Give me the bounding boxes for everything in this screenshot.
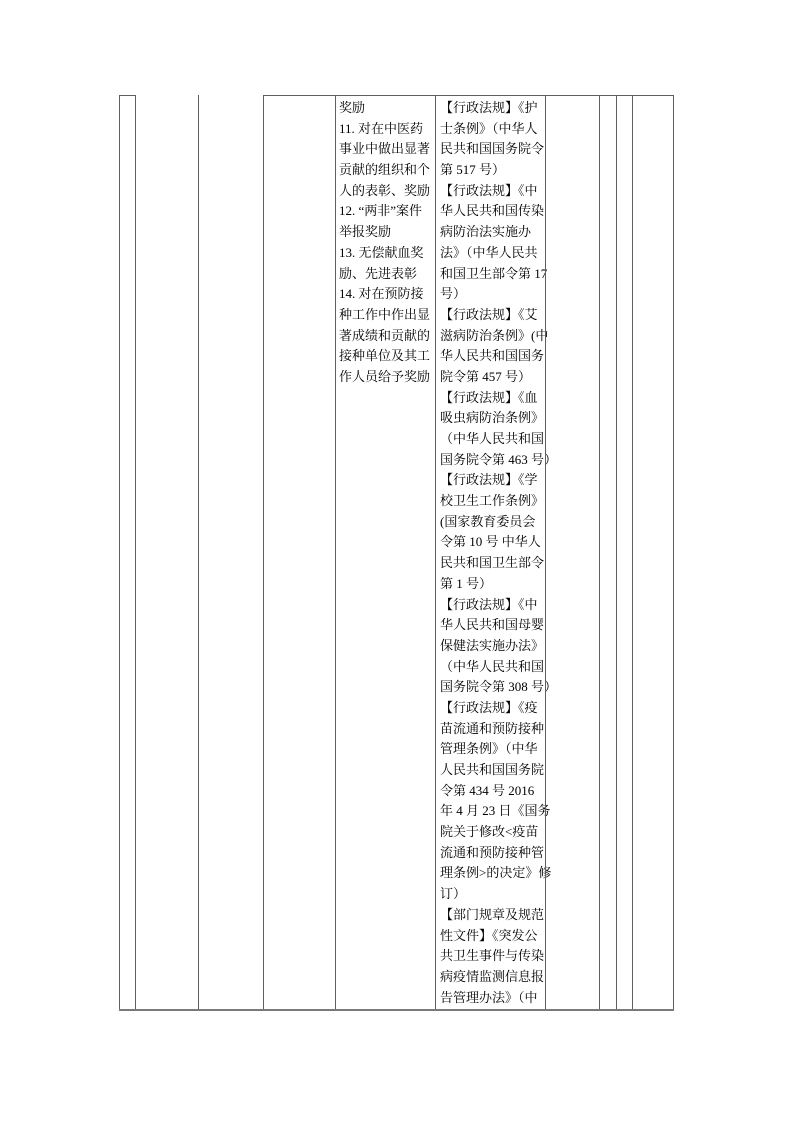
text-line: 【行政法规】《疫 — [440, 699, 538, 715]
text-line: 种工作中作出显 — [339, 306, 431, 322]
text-line: 华人民共和国传染 — [440, 203, 545, 219]
text-line: 【行政法规】《护 — [440, 100, 538, 115]
text-line: 【部门规章及规范 — [440, 906, 545, 922]
text-line: （中华人民共和国 — [440, 431, 545, 446]
text-line: 13. 无偿献血奖 — [339, 244, 424, 260]
text-line: 吸虫病防治条例》 — [440, 410, 545, 426]
text-line: 举报奖励 — [339, 224, 392, 240]
text-line: 接种单位及其工 — [339, 348, 431, 364]
text-line: 法》（中华人民共 — [440, 244, 538, 260]
text-line: 【行政法规】《学 — [440, 472, 538, 488]
text-line: 和国卫生部令第 17 — [440, 265, 548, 281]
text-line: 民共和国卫生部令 — [440, 555, 545, 571]
text-line: 年 4 月 23 日《国务 — [440, 803, 551, 819]
text-line: 订） — [440, 886, 467, 902]
table-column-10 — [632, 95, 674, 1009]
text-line: 告管理办法》（中 — [440, 989, 538, 1005]
text-line: 滋病防治条例》(中 — [440, 327, 549, 343]
text-line: 性文件】《突发公 — [440, 927, 538, 943]
text-line: 著成绩和贡献的 — [339, 327, 431, 343]
text-line: 【行政法规】《艾 — [440, 306, 538, 322]
text-line: 令第 10 号 中华人 — [440, 534, 541, 550]
table-column-8 — [599, 95, 616, 1009]
text-line: 【行政法规】《血 — [440, 389, 538, 405]
table-column-1 — [119, 95, 135, 1009]
text-line: 管理条例》（中华 — [440, 741, 538, 757]
text-line: 院关于修改<疫苗 — [440, 824, 539, 840]
text-line: 民共和国国务院令 — [440, 141, 545, 157]
text-line: 作人员给予奖励 — [339, 368, 431, 384]
text-line: 第 1 号） — [440, 575, 493, 591]
text-line: 院令第 457 号） — [440, 368, 532, 384]
text-line: 国务院令第 308 号） — [440, 679, 558, 695]
text-line: 病疫情监测信息报 — [440, 968, 545, 984]
table-column-3 — [198, 95, 263, 1009]
text-line: 人民共和国国务院 — [440, 762, 545, 777]
text-line: 保健法实施办法》 — [440, 637, 545, 653]
text-line: (国家教育委员会 — [440, 513, 536, 529]
text-line: 华人民共和国母婴 — [440, 617, 545, 633]
text-line: 号） — [440, 286, 467, 302]
text-line: 苗流通和预防接种 — [440, 720, 545, 736]
text-line: 理条例>的决定》修 — [440, 865, 552, 881]
text-line: 令第 434 号 2016 — [440, 782, 535, 798]
text-line: 贡献的组织和个 — [339, 162, 431, 178]
table-column-2 — [135, 95, 198, 1009]
text-line: 11. 对在中医药 — [339, 120, 424, 136]
text-line: 14. 对在预防接 — [339, 286, 424, 302]
table-column-7 — [545, 95, 599, 1009]
text-line: 人的表彰、奖励 — [339, 182, 431, 198]
text-line: 励、先进表彰 — [339, 265, 418, 281]
table-column-9 — [616, 95, 632, 1009]
legal-basis-cell — [435, 95, 558, 1009]
text-line: 第 517 号） — [440, 162, 506, 178]
text-line: 奖励 — [339, 100, 366, 115]
rewards-duties-cell — [335, 95, 435, 1009]
text-line: 事业中做出显著 — [339, 141, 431, 157]
text-line: 流通和预防接种管 — [440, 844, 545, 860]
text-line: 12. “两非”案件 — [339, 203, 423, 219]
regulations-table — [119, 95, 674, 1011]
text-line: 士条例》（中华人 — [440, 120, 538, 136]
text-line: 华人民共和国国务 — [440, 348, 545, 364]
text-line: 病防治法实施办 — [440, 224, 532, 240]
text-line: 【行政法规】《中 — [440, 182, 538, 198]
text-line: 国务院令第 463 号） — [440, 451, 558, 467]
text-line: 共卫生事件与传染 — [440, 948, 545, 964]
text-line: （中华人民共和国 — [440, 658, 545, 674]
text-line: 【行政法规】《中 — [440, 596, 538, 612]
table-column-4 — [263, 95, 335, 1009]
text-line: 校卫生工作条例》 — [440, 493, 545, 509]
